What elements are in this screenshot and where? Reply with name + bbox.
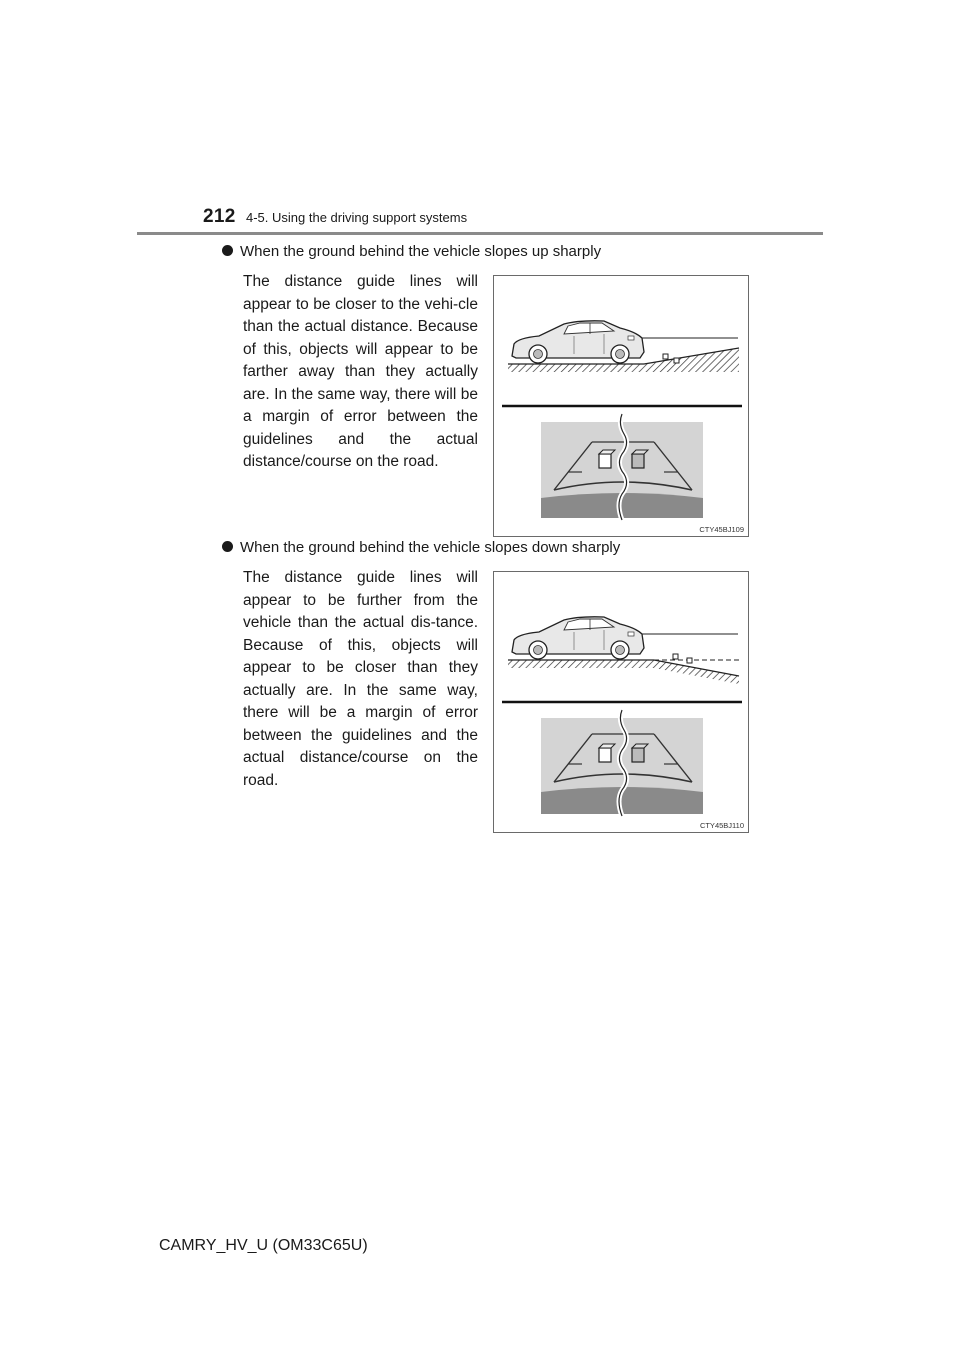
bullet-heading-text: When the ground behind the vehicle slopes up sharply	[240, 243, 602, 260]
paragraph-slope-down: The distance guide lines will appear to be further from the vehicle than the actual dis-tance. Because of this, objects will appear to be closer than they actually are. In the same way, there will be a margin of error between the guidelines and the actual distance/course on the road.	[243, 569, 478, 789]
header-divider	[137, 232, 823, 235]
page-header	[0, 0, 960, 240]
illustration-slope-up	[494, 276, 748, 536]
figure-slope-down	[493, 571, 749, 833]
paragraph-slope-up: The distance guide lines will appear to be closer to the vehi-cle than the actual distance. Because of this, objects will appear to be farther away than they actually are. In the same way, there will be a margin of error between the guidelines and the actual distance/course on the road.	[243, 273, 478, 470]
bullet-icon	[222, 245, 233, 256]
car-illustration	[512, 321, 644, 363]
figure-slope-up	[493, 275, 749, 537]
ground-hatch	[508, 660, 739, 684]
page-number: 212	[203, 206, 236, 227]
figure-code: CTY45BJ109	[699, 525, 744, 534]
camera-view-screen	[541, 414, 703, 520]
camera-view-screen	[541, 710, 703, 816]
bullet-heading-slope-down	[222, 539, 620, 556]
figure-code: CTY45BJ110	[699, 821, 744, 830]
car-illustration	[512, 617, 644, 659]
illustration-slope-down	[494, 572, 748, 832]
bullet-icon	[222, 541, 233, 552]
section-title: 4-5. Using the driving support systems	[246, 210, 468, 225]
model-code-footer: CAMRY_HV_U (OM33C65U)	[159, 1237, 368, 1254]
bullet-heading-text: When the ground behind the vehicle slopes down sharply	[240, 539, 621, 556]
bullet-heading-slope-up	[222, 243, 601, 260]
